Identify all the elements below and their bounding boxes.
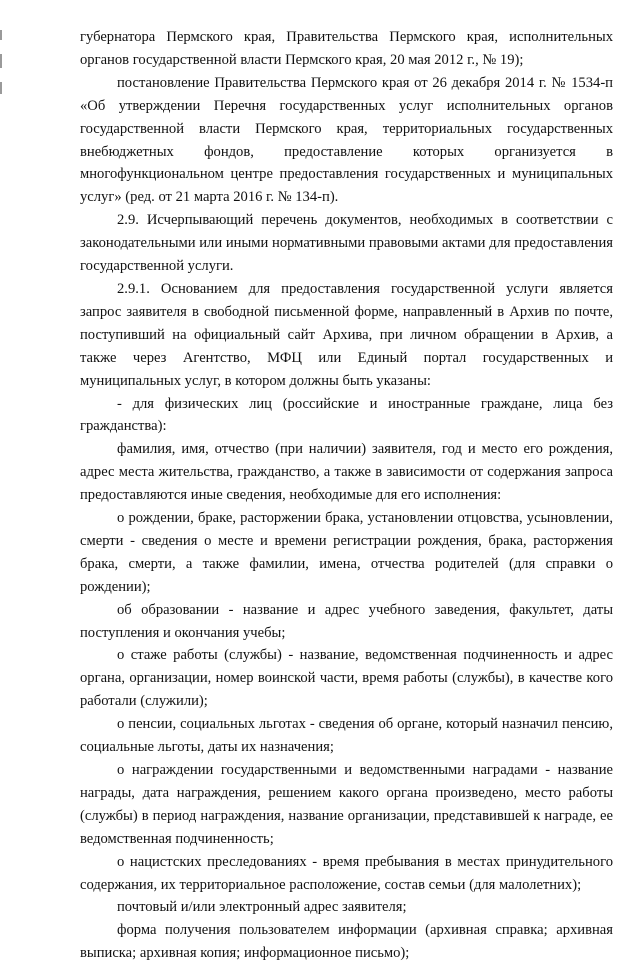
document-body	[80, 26, 613, 965]
paragraph-5: - для физических лиц (российские и иностранные граждане, лица без гражданства):	[80, 395, 613, 435]
paragraph-13: почтовый и/или электронный адрес заявителя;	[117, 899, 407, 916]
paragraph-10: о пенсии, социальных льготах - сведения об органе, который назначил пенсию, социальные льготы, даты их назначения;	[80, 716, 613, 756]
paragraph-4: 2.9.1. Основанием для предоставления государственной услуги является запрос заявителя в свободной письменной форме, направленный в Архив по почте, поступивший на официальный сайт Архива, при личном обращении в Архив, а также через Агентство, МФЦ или Единый портал государственных и муниципальных услуг, в котором должны быть указаны:	[80, 280, 613, 389]
scan-edge-marks	[0, 30, 4, 100]
paragraph-6: фамилия, имя, отчество (при наличии) заявителя, год и место его рождения, адрес места жительства, гражданство, а также в зависимости от содержания запроса предоставляются иные сведения, необходимые для его исполнения:	[80, 441, 613, 504]
paragraph-9: о стаже работы (службы) - название, ведомственная подчиненность и адрес органа, организации, номер воинской части, время работы (службы), в качестве кого работали (служили);	[80, 647, 613, 710]
paragraph-14: форма получения пользователем информации (архивная справка; архивная выписка; архивная копия; информационное письмо);	[80, 922, 613, 962]
paragraph-12: о нацистских преследованиях - время пребывания в местах принудительного содержания, их территориальное расположение, состав семьи (для малолетних);	[80, 853, 613, 893]
paragraph-8: об образовании - название и адрес учебного заведения, факультет, даты поступления и окончания учебы;	[80, 601, 613, 641]
paragraph-2: постановление Правительства Пермского края от 26 декабря 2014 г. № 1534-п «Об утверждении Перечня государственных услуг исполнительных органов государственной власти Пермского края, территориальных государственных внебюджетных фондов, предоставление которых организуется в многофункциональном центре предоставления государственных и муниципальных услуг» (ред. от 21 марта 2016 г. № 134-п).	[80, 74, 613, 206]
paragraph-3: 2.9. Исчерпывающий перечень документов, необходимых в соответствии с законодательными или иными нормативными правовыми актами для предоставления государственной услуги.	[80, 212, 613, 275]
paragraph-7: о рождении, браке, расторжении брака, установлении отцовства, усыновлении, смерти - сведения о месте и времени регистрации рождения, брака, расторжения брака, смерти, а также фамилии, имена, отчества родителей (для справки о рождении);	[80, 510, 613, 595]
paragraph-11: о награждении государственными и ведомственными наградами - название награды, дата награждения, решением какого органа произведено, место работы (службы) в период награждения, название организации, представившей к награде, ее ведомственная подчиненность;	[80, 762, 613, 847]
paragraph-1: губернатора Пермского края, Правительства Пермского края, исполнительных органов государственной власти Пермского края, 20 мая 2012 г., № 19);	[80, 29, 613, 68]
